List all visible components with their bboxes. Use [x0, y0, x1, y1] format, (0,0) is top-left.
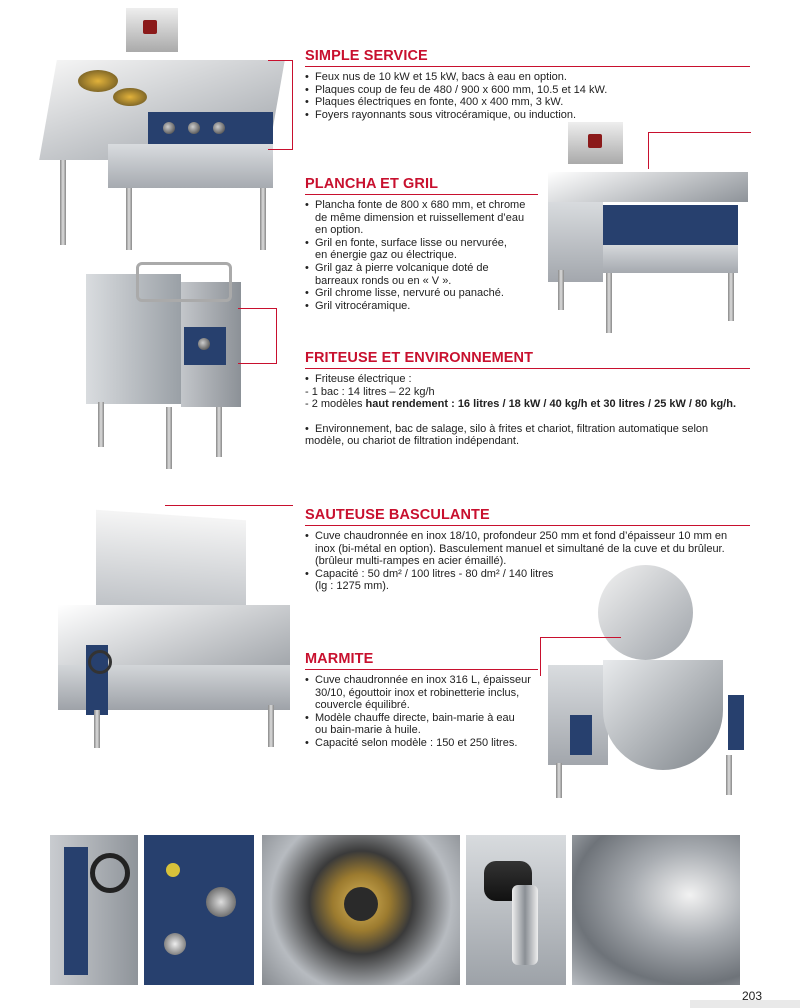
section-rule: [305, 669, 538, 670]
burner-center: [344, 887, 378, 921]
section-body-sauteuse: [305, 530, 727, 593]
list-item: • Environnement, bac de salage, silo à frites et chariot, filtration automatique selon: [305, 423, 736, 436]
list-item-continued: en énergie gaz ou électrique.: [315, 249, 457, 262]
list-item: • Gril gaz à pierre volcanique doté de: [305, 262, 525, 275]
kettle-bowl: [603, 660, 723, 770]
side-panel: [548, 202, 603, 282]
brand-badge: [143, 20, 157, 34]
list-item: • Friteuse électrique :: [305, 373, 736, 386]
control-panel: [603, 205, 738, 245]
high-yield-prefix: - 2 modèles: [305, 398, 366, 411]
knob: [188, 122, 200, 134]
electric-fryer-image: [86, 262, 244, 472]
list-item: • Capacité : 50 dm² / 100 litres - 80 dm² / 140 litres: [305, 568, 727, 581]
leg: [606, 273, 612, 333]
list-item: • Gril chrome lisse, nervuré ou panaché.: [305, 287, 525, 300]
burner: [113, 88, 147, 106]
section-title-friteuse: FRITEUSE ET ENVIRONNEMENT: [305, 350, 534, 366]
drawer: [603, 245, 738, 273]
list-item: • Cuve chaudronnée en inox 316 L, épaisseur: [305, 674, 531, 687]
list-item: • Gril en fonte, surface lisse ou nervurée,: [305, 237, 525, 250]
connector-fryer: [238, 308, 277, 364]
tap-panel: [728, 695, 744, 750]
leg: [728, 273, 734, 321]
brand-badge: [588, 134, 602, 148]
section-body-simple-service: [305, 71, 607, 121]
connector-plancha: [648, 132, 751, 169]
list-item-continued: modèle, ou chariot de filtration indépendant.: [305, 435, 520, 448]
list-item: • Modèle chauffe directe, bain-marie à eau: [305, 712, 531, 725]
connector-simple-service: [268, 60, 293, 150]
knob: [213, 122, 225, 134]
oven-door: [108, 144, 273, 188]
list-item: • Feux nus de 10 kW et 15 kW, bacs à eau en option.: [305, 71, 607, 84]
thermostat-knob: [198, 338, 210, 350]
spacer: [305, 411, 736, 423]
list-item-continued: de même dimension et ruissellement d’eau: [315, 211, 525, 224]
section-rule: [305, 66, 750, 67]
leg: [268, 705, 274, 747]
list-item: • Cuve chaudronnée en inox 18/10, profondeur 250 mm et fond d’épaisseur 10 mm en: [305, 530, 727, 543]
kettle-marmite-image: [548, 565, 750, 800]
section-rule: [305, 368, 750, 369]
switch-knob: [164, 933, 186, 955]
section-body-plancha-gril: [305, 199, 525, 312]
detail-kettle-bowl-image: [572, 835, 740, 985]
list-item: • Capacité selon modèle : 150 et 250 litres.: [305, 737, 531, 750]
crank-handle: [90, 853, 130, 893]
connector-braising-pan: [165, 505, 293, 506]
plancha-plate: [548, 172, 748, 202]
high-yield-spec: haut rendement : 16 litres / 18 kW / 40 kg/h et 30 litres / 25 kW / 80 kg/h.: [365, 398, 736, 411]
list-item-continued: barreaux ronds ou en « V ».: [315, 274, 452, 287]
detail-tilting-crank-image: [50, 835, 138, 985]
list-item: • Foyers rayonnants sous vitrocéramique, ou induction.: [305, 109, 607, 122]
tilting-braising-pan-image: [58, 515, 290, 750]
control-panel: [570, 715, 592, 755]
section-title-sauteuse: SAUTEUSE BASCULANTE: [305, 507, 490, 523]
section-body-marmite: [305, 674, 531, 750]
leg: [94, 710, 100, 748]
connector-marmite: [540, 637, 621, 676]
section-rule: [305, 194, 538, 195]
section-title-plancha-gril: PLANCHA ET GRIL: [305, 176, 439, 192]
list-item-continued: inox (bi-métal en option). Basculement manuel et simultané de la cuve et du brûleur.: [315, 542, 725, 555]
leg: [216, 407, 222, 457]
page-number: 203: [741, 989, 762, 1003]
list-item: • Plaques coup de feu de 480 / 900 x 600 mm, 10.5 et 14 kW.: [305, 84, 607, 97]
list-item-continued: en option.: [315, 224, 364, 237]
list-item-dash: [305, 398, 736, 411]
leg: [558, 270, 564, 310]
list-item: • Gril vitrocéramique.: [305, 300, 525, 313]
basket-handle: [136, 262, 232, 302]
knob: [163, 122, 175, 134]
simple-service-range-image: [48, 60, 276, 250]
list-item-continued: ou bain-marie à huile.: [315, 724, 421, 737]
leg: [556, 763, 562, 798]
crank-wheel: [88, 650, 112, 674]
detail-water-tap-image: [466, 835, 566, 985]
detail-brass-burner-image: [262, 835, 460, 985]
leg: [166, 407, 172, 469]
section-title-marmite: MARMITE: [305, 651, 374, 667]
list-item-continued: 30/10, égouttoir inox et robinetterie inclus,: [315, 686, 520, 699]
list-item: • Plaques électriques en fonte, 400 x 400 mm, 3 kW.: [305, 96, 607, 109]
list-item-dash: - 1 bac : 14 litres – 22 kg/h: [305, 385, 435, 398]
tap-spout: [512, 885, 538, 965]
leg: [260, 188, 266, 250]
list-item-continued: couvercle équilibré.: [315, 699, 410, 712]
list-item-continued: (lg : 1275 mm).: [315, 580, 389, 593]
burner: [78, 70, 118, 92]
section-rule: [305, 525, 750, 526]
detail-control-panel-image: [144, 835, 254, 985]
leg: [60, 160, 66, 245]
leg: [126, 188, 132, 250]
section-body-friteuse: [305, 373, 736, 448]
leg: [98, 402, 104, 447]
indicator-light: [166, 863, 180, 877]
dial-knob: [206, 887, 236, 917]
list-item: • Plancha fonte de 800 x 680 mm, et chrome: [305, 199, 525, 212]
section-title-simple-service: SIMPLE SERVICE: [305, 48, 428, 64]
leg: [726, 755, 732, 795]
list-item-continued: (brûleur multi-rampes en acier émaillé).: [315, 555, 507, 568]
control-column: [64, 847, 88, 975]
